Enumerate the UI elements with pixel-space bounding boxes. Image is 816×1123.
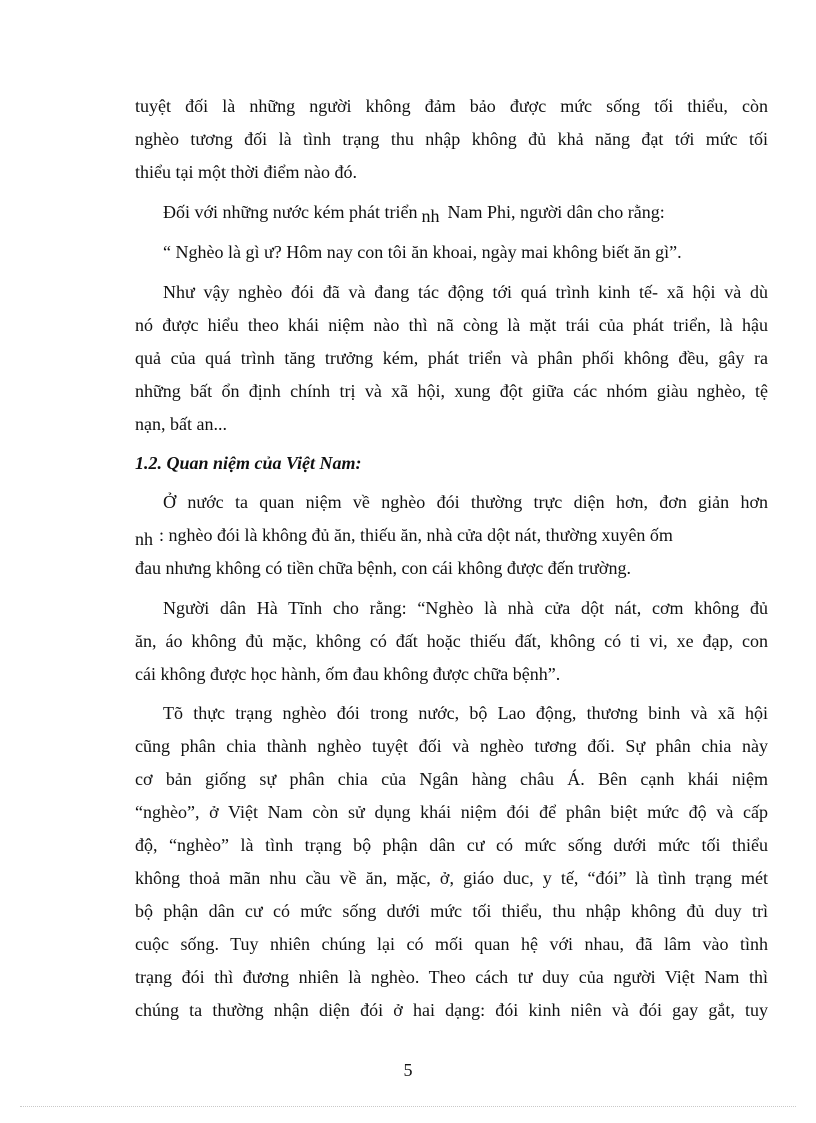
text-line: bộ phận dân cư có mức sống dưới mức tối thiểu, thu nhập không đủ duy trì — [135, 901, 768, 921]
text-fragment: : nghèo đói là không đủ ăn, thiếu ăn, nhà cửa dột nát, thường xuyên ốm — [159, 525, 673, 545]
footer-divider — [20, 1106, 796, 1107]
text-line: không thoả mãn nhu cầu về ăn, mặc, ở, giáo duc, y tế, “đói” là tình trạng mét — [135, 868, 768, 888]
text-fragment: nh — [135, 529, 153, 549]
text-line: cuộc sống. Tuy nhiên chúng lại có mối quan hệ với nhau, đã lâm vào tình — [135, 934, 768, 954]
text-line: Ở nước ta quan niệm về nghèo đói thường trực diện hơn, đơn giản hơn — [163, 492, 768, 512]
text-line: “nghèo”, ở Việt Nam còn sử dụng khái niệm đói để phân biệt mức độ và cấp — [135, 802, 768, 822]
text-line: độ, “nghèo” là tình trạng bộ phận dân cư có mức sống dưới mức tối thiểu — [135, 835, 768, 855]
text-line: Người dân Hà Tĩnh cho rằng: “Nghèo là nhà cửa dột nát, cơm không đủ — [163, 598, 768, 618]
text-fragment: Nam Phi, người dân cho rằng: — [447, 202, 665, 222]
text-line: Như vậy nghèo đói đã và đang tác động tới quá trình kinh tế- xã hội và dù — [163, 282, 768, 302]
text-line: nghèo tương đối là tình trạng thu nhập không đủ khả năng đạt tới mức tối — [135, 129, 768, 149]
text-fragment: nh — [421, 206, 440, 226]
text-line: đau nhưng không có tiền chữa bệnh, con cái không được đến trường. — [135, 558, 631, 578]
text-line: cái không được học hành, ốm đau không được chữa bệnh”. — [135, 664, 561, 684]
text-line: thiểu tại một thời điểm nào đó. — [135, 162, 357, 182]
text-line: nạn, bất an... — [135, 414, 227, 434]
text-fragment: Đối với những nước kém phát triển — [163, 202, 418, 222]
text-line: Tõ thực trạng nghèo đói trong nước, bộ Lao động, thương binh và xã hội — [163, 703, 768, 723]
text-line: quả của quá trình tăng trưởng kém, phát triển và phân phối không đều, gây ra — [135, 348, 768, 368]
quote-line: “ Nghèo là gì ư? Hôm nay con tôi ăn khoai, ngày mai không biết ăn gì”. — [163, 242, 682, 262]
text-line: trạng đói thì đương nhiên là nghèo. Theo cách tư duy của người Việt Nam thì — [135, 967, 768, 987]
section-heading: 1.2. Quan niệm của Việt Nam: — [135, 453, 362, 473]
text-line — [135, 523, 768, 547]
text-line: chúng ta thường nhận diện đói ở hai dạng: đói kinh niên và đói gay gắt, tuy — [135, 1000, 768, 1020]
text-line: tuyệt đối là những người không đảm bảo được mức sống tối thiểu, còn — [135, 96, 768, 116]
text-line: nó được hiểu theo khái niệm nào thì nã còng là mặt trái của phát triển, là hậu — [135, 315, 768, 335]
page-number: 5 — [403, 1060, 413, 1080]
text-line: cũng phân chia thành nghèo tuyệt đối và nghèo tương đối. Sự phân chia này — [135, 736, 768, 756]
text-line — [163, 200, 768, 224]
text-line: ăn, áo không đủ mặc, không có đất hoặc thiếu đất, không có ti vi, xe đạp, con — [135, 631, 768, 651]
text-line: cơ bản giống sự phân chia của Ngân hàng châu Á. Bên cạnh khái niệm — [135, 769, 768, 789]
text-line: những bất ổn định chính trị và xã hội, xung đột giữa các nhóm giàu nghèo, tệ — [135, 381, 768, 401]
